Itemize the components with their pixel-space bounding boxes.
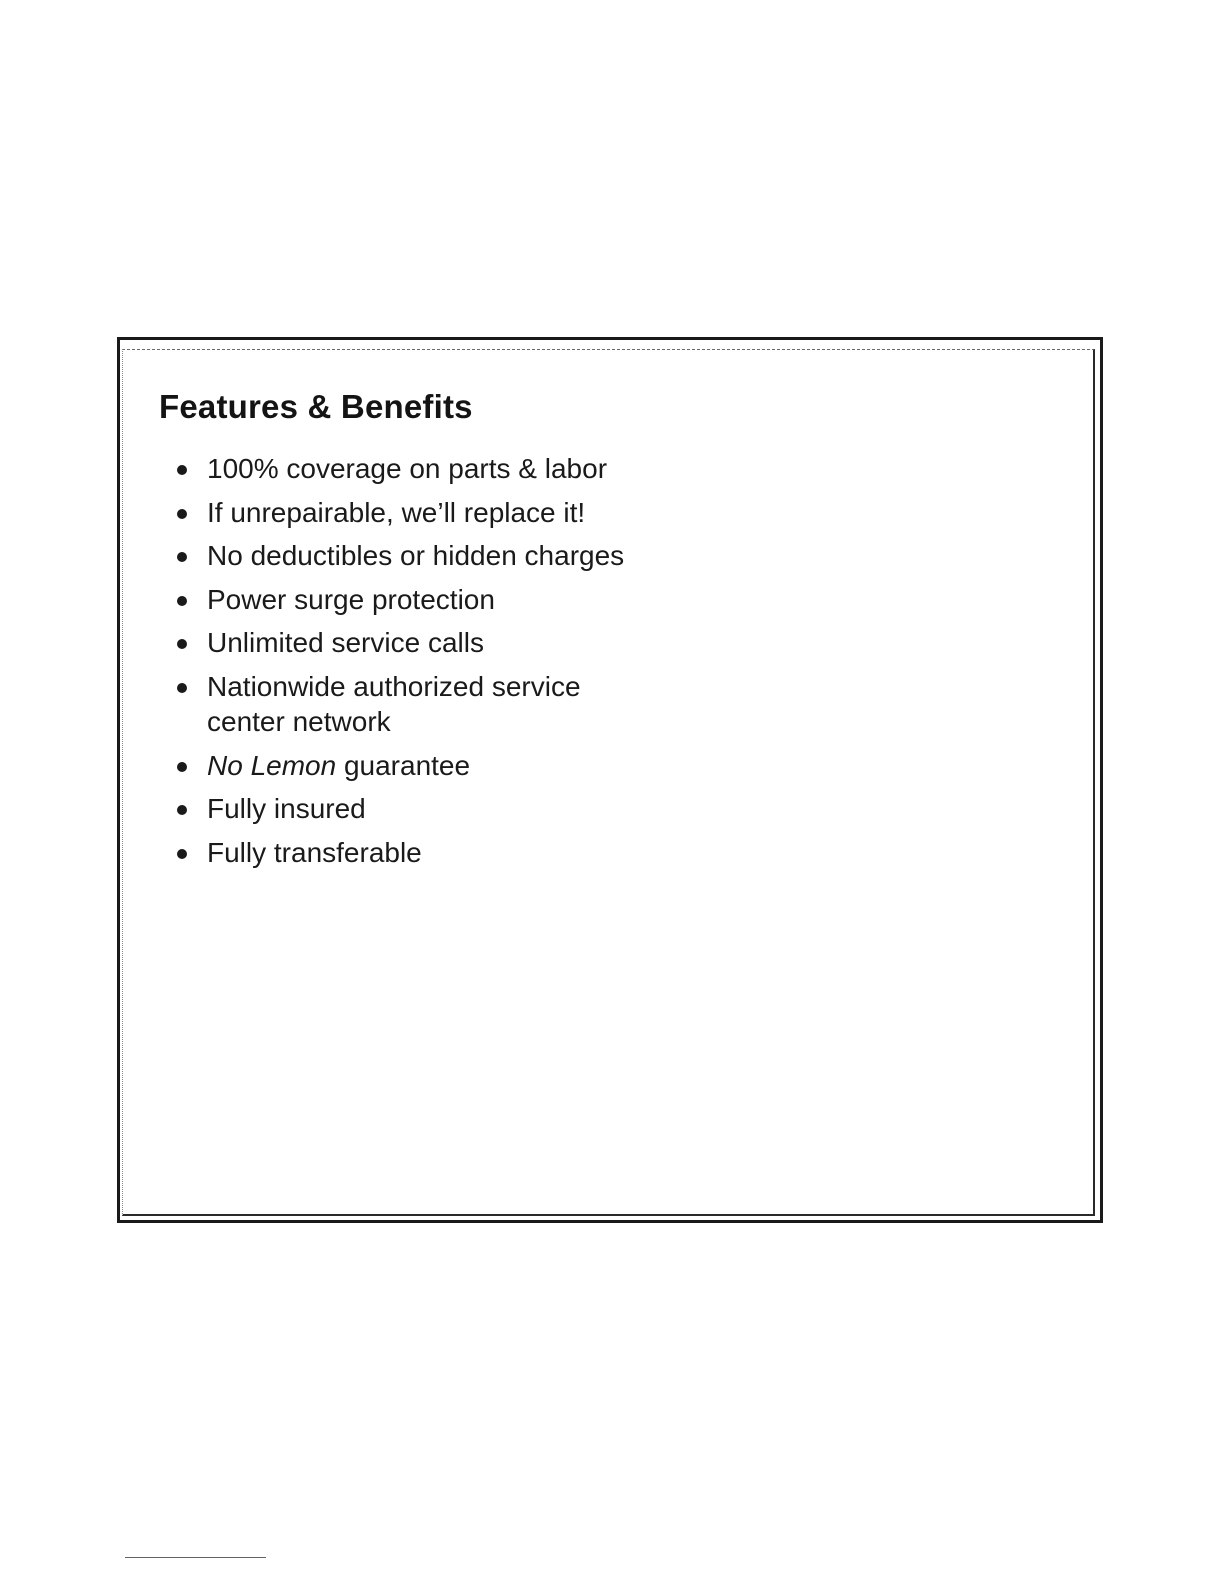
- list-item-emphasis: No Lemon: [207, 749, 337, 781]
- list-item: [172, 625, 732, 660]
- bullet-icon: [177, 465, 187, 475]
- list-item-text: 100% coverage on parts & labor: [207, 453, 608, 484]
- list-item: [172, 835, 732, 870]
- list-item-text: If unrepairable, we’ll replace it!: [207, 496, 586, 528]
- bullet-icon: [177, 596, 187, 606]
- list-item-text: Power surge protection: [207, 583, 495, 615]
- list-item: [172, 451, 732, 486]
- bullet-icon: [177, 509, 187, 519]
- bullet-icon: [177, 639, 187, 649]
- list-item-text: Nationwide authorized service center network: [207, 670, 581, 737]
- bullet-icon: [177, 683, 187, 693]
- list-item: [172, 748, 732, 783]
- list-item-text: Fully insured: [207, 793, 366, 825]
- bullet-icon: [177, 552, 187, 562]
- features-heading: Features & Benefits: [159, 388, 473, 425]
- list-item: [172, 791, 732, 826]
- bullet-icon: [177, 805, 187, 815]
- list-item-text: Fully transferable: [207, 836, 422, 868]
- list-item: [172, 495, 732, 530]
- bullet-icon: [177, 849, 187, 859]
- list-item-text: guarantee: [336, 749, 471, 781]
- bullet-icon: [177, 762, 187, 772]
- list-item-text: No deductibles or hidden charges: [207, 540, 625, 572]
- features-list: [172, 451, 732, 878]
- list-item: [172, 538, 732, 573]
- list-item-text: Unlimited service calls: [207, 627, 484, 659]
- list-item: [172, 582, 732, 617]
- list-item: [172, 669, 647, 739]
- footnote-divider: [125, 1557, 266, 1558]
